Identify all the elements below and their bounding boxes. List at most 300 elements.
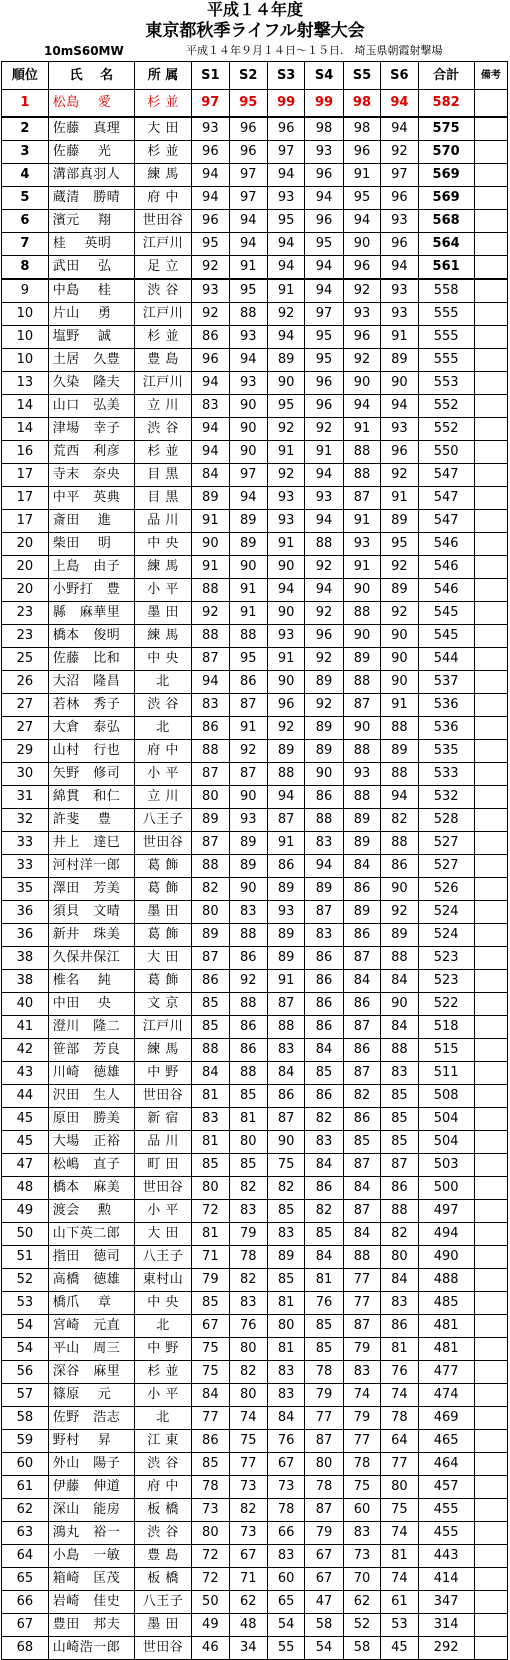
cell-s4: 94 — [305, 279, 343, 303]
col-header-total: 合計 — [418, 62, 474, 90]
cell-s1: 84 — [192, 464, 229, 487]
cell-s5: 94 — [343, 395, 380, 418]
cell-notes — [474, 279, 507, 303]
cell-s5: 84 — [343, 1177, 380, 1200]
cell-rank: 26 — [2, 671, 49, 694]
cell-notes — [474, 1614, 507, 1637]
cell-s1: 50 — [192, 1591, 229, 1614]
cell-s5: 77 — [343, 1292, 380, 1315]
cell-s5: 85 — [343, 1131, 380, 1154]
cell-s4: 95 — [305, 233, 343, 256]
cell-name: 新井 珠美 — [48, 924, 134, 947]
cell-notes — [474, 579, 507, 602]
col-header-s3: S3 — [267, 62, 304, 90]
cell-s2: 89 — [229, 832, 267, 855]
cell-s4: 87 — [305, 1430, 343, 1453]
cell-s6: 86 — [381, 1177, 418, 1200]
cell-s3: 93 — [267, 487, 304, 510]
cell-s2: 90 — [229, 556, 267, 579]
event-title: 東京都秋季ライフル射撃大会 — [145, 21, 365, 41]
cell-notes — [474, 878, 507, 901]
cell-affiliation: 渋 谷 — [134, 418, 191, 441]
cell-s3: 83 — [267, 1545, 304, 1568]
cell-s5: 84 — [343, 855, 380, 878]
cell-s3: 88 — [267, 1016, 304, 1039]
cell-total: 414 — [418, 1568, 474, 1591]
cell-name: 須貝 文晴 — [48, 901, 134, 924]
cell-total: 564 — [418, 233, 474, 256]
table-row — [2, 1085, 508, 1108]
cell-affiliation: 中 央 — [134, 533, 191, 556]
cell-s3: 89 — [267, 349, 304, 372]
cell-s6: 77 — [381, 1453, 418, 1476]
cell-rank: 30 — [2, 763, 49, 786]
cell-notes — [474, 625, 507, 648]
cell-notes — [474, 1154, 507, 1177]
cell-rank: 54 — [2, 1338, 49, 1361]
cell-notes — [474, 1315, 507, 1338]
cell-total: 570 — [418, 141, 474, 164]
cell-rank: 4 — [2, 164, 49, 187]
cell-s3: 94 — [267, 256, 304, 280]
cell-name: 松嶋 直子 — [48, 1154, 134, 1177]
cell-rank: 16 — [2, 441, 49, 464]
cell-s6: 94 — [381, 786, 418, 809]
table-row — [2, 233, 508, 256]
cell-s4: 87 — [305, 1499, 343, 1522]
table-row — [2, 579, 508, 602]
cell-s4: 89 — [305, 878, 343, 901]
cell-s5: 79 — [343, 1338, 380, 1361]
cell-notes — [474, 1545, 507, 1568]
table-row — [2, 763, 508, 786]
cell-s6: 90 — [381, 671, 418, 694]
cell-total: 568 — [418, 210, 474, 233]
cell-s3: 91 — [267, 441, 304, 464]
cell-total: 575 — [418, 117, 474, 141]
cell-rank: 48 — [2, 1177, 49, 1200]
cell-s6: 88 — [381, 763, 418, 786]
cell-rank: 23 — [2, 625, 49, 648]
cell-s1: 94 — [192, 164, 229, 187]
table-row — [2, 1476, 508, 1499]
cell-name: 山口 弘美 — [48, 395, 134, 418]
cell-s4: 54 — [305, 1637, 343, 1660]
cell-total: 524 — [418, 924, 474, 947]
cell-s2: 34 — [229, 1637, 267, 1660]
cell-affiliation: 江戸川 — [134, 233, 191, 256]
cell-s3: 92 — [267, 418, 304, 441]
cell-s1: 88 — [192, 1039, 229, 1062]
cell-affiliation: 小 平 — [134, 1200, 191, 1223]
cell-s6: 83 — [381, 1292, 418, 1315]
cell-name: 渡会 勲 — [48, 1200, 134, 1223]
cell-s3: 88 — [267, 763, 304, 786]
cell-s2: 95 — [229, 648, 267, 671]
cell-s2: 89 — [229, 510, 267, 533]
cell-s3: 90 — [267, 602, 304, 625]
cell-s4: 83 — [305, 832, 343, 855]
table-row — [2, 671, 508, 694]
cell-s5: 93 — [343, 763, 380, 786]
cell-rank: 14 — [2, 395, 49, 418]
cell-total: 527 — [418, 855, 474, 878]
cell-s4: 96 — [305, 372, 343, 395]
cell-affiliation: 小 平 — [134, 579, 191, 602]
cell-s3: 96 — [267, 694, 304, 717]
cell-notes — [474, 1292, 507, 1315]
cell-s4: 83 — [305, 1131, 343, 1154]
cell-total: 455 — [418, 1522, 474, 1545]
cell-s5: 92 — [343, 349, 380, 372]
cell-s1: 88 — [192, 740, 229, 763]
table-row — [2, 1522, 508, 1545]
cell-affiliation: 新 宿 — [134, 1108, 191, 1131]
cell-s6: 88 — [381, 832, 418, 855]
cell-s2: 80 — [229, 1384, 267, 1407]
cell-rank: 27 — [2, 717, 49, 740]
cell-s5: 96 — [343, 141, 380, 164]
cell-total: 546 — [418, 556, 474, 579]
cell-affiliation: 大 田 — [134, 117, 191, 141]
cell-total: 497 — [418, 1200, 474, 1223]
cell-s2: 91 — [229, 602, 267, 625]
table-row — [2, 210, 508, 233]
table-row — [2, 349, 508, 372]
cell-s5: 87 — [343, 1315, 380, 1338]
cell-s4: 85 — [305, 1223, 343, 1246]
cell-s5: 88 — [343, 1246, 380, 1269]
cell-s4: 78 — [305, 1361, 343, 1384]
cell-s1: 85 — [192, 1292, 229, 1315]
cell-s1: 91 — [192, 556, 229, 579]
cell-s2: 73 — [229, 1522, 267, 1545]
table-row — [2, 1108, 508, 1131]
table-row — [2, 1177, 508, 1200]
cell-s3: 75 — [267, 1154, 304, 1177]
cell-s5: 91 — [343, 418, 380, 441]
cell-s6: 89 — [381, 740, 418, 763]
cell-rank: 43 — [2, 1062, 49, 1085]
cell-s5: 58 — [343, 1637, 380, 1660]
cell-s2: 96 — [229, 117, 267, 141]
cell-s1: 92 — [192, 256, 229, 280]
cell-s6: 91 — [381, 487, 418, 510]
cell-s3: 91 — [267, 533, 304, 556]
cell-s1: 79 — [192, 1269, 229, 1292]
cell-s5: 90 — [343, 372, 380, 395]
cell-name: 伊藤 伸道 — [48, 1476, 134, 1499]
cell-s4: 86 — [305, 1085, 343, 1108]
cell-notes — [474, 187, 507, 210]
cell-rank: 66 — [2, 1591, 49, 1614]
cell-s3: 65 — [267, 1591, 304, 1614]
cell-name: 鴻丸 裕一 — [48, 1522, 134, 1545]
cell-total: 526 — [418, 878, 474, 901]
cell-affiliation: 世田谷 — [134, 1637, 191, 1660]
cell-s3: 76 — [267, 1430, 304, 1453]
cell-s4: 87 — [305, 901, 343, 924]
cell-rank: 35 — [2, 878, 49, 901]
cell-s1: 78 — [192, 1476, 229, 1499]
cell-affiliation: 世田谷 — [134, 1177, 191, 1200]
cell-s5: 90 — [343, 717, 380, 740]
cell-s6: 61 — [381, 1591, 418, 1614]
cell-s2: 67 — [229, 1545, 267, 1568]
cell-name: 松島 愛 — [48, 90, 134, 118]
cell-s6: 74 — [381, 1522, 418, 1545]
cell-s6: 88 — [381, 947, 418, 970]
cell-total: 443 — [418, 1545, 474, 1568]
cell-name: 津場 幸子 — [48, 418, 134, 441]
cell-total: 477 — [418, 1361, 474, 1384]
cell-total: 490 — [418, 1246, 474, 1269]
cell-affiliation: 府 中 — [134, 1476, 191, 1499]
cell-s1: 72 — [192, 1545, 229, 1568]
cell-name: 綿貫 和仁 — [48, 786, 134, 809]
cell-s3: 89 — [267, 1246, 304, 1269]
cell-s5: 73 — [343, 1545, 380, 1568]
cell-affiliation: 葛 飾 — [134, 924, 191, 947]
cell-s1: 93 — [192, 117, 229, 141]
cell-s5: 60 — [343, 1499, 380, 1522]
cell-total: 537 — [418, 671, 474, 694]
cell-affiliation: 立 川 — [134, 395, 191, 418]
cell-s2: 93 — [229, 326, 267, 349]
cell-rank: 53 — [2, 1292, 49, 1315]
col-header-s1: S1 — [192, 62, 229, 90]
cell-name: 佐藤 真理 — [48, 117, 134, 141]
cell-affiliation: 江戸川 — [134, 1016, 191, 1039]
cell-s5: 86 — [343, 993, 380, 1016]
cell-s1: 80 — [192, 1522, 229, 1545]
cell-rank: 47 — [2, 1154, 49, 1177]
cell-notes — [474, 233, 507, 256]
cell-s3: 95 — [267, 395, 304, 418]
cell-affiliation: 世田谷 — [134, 1085, 191, 1108]
cell-affiliation: 立 川 — [134, 786, 191, 809]
cell-s3: 90 — [267, 556, 304, 579]
cell-s5: 87 — [343, 694, 380, 717]
cell-s5: 90 — [343, 625, 380, 648]
cell-s1: 94 — [192, 441, 229, 464]
cell-s5: 91 — [343, 164, 380, 187]
cell-s3: 99 — [267, 90, 304, 118]
cell-name: 許斐 豊 — [48, 809, 134, 832]
cell-notes — [474, 326, 507, 349]
cell-affiliation: 府 中 — [134, 187, 191, 210]
cell-rank: 23 — [2, 602, 49, 625]
cell-s3: 93 — [267, 901, 304, 924]
cell-total: 569 — [418, 187, 474, 210]
cell-rank: 54 — [2, 1315, 49, 1338]
cell-name: 指田 徳司 — [48, 1246, 134, 1269]
cell-notes — [474, 1591, 507, 1614]
cell-s2: 82 — [229, 1361, 267, 1384]
cell-rank: 1 — [2, 90, 49, 118]
cell-s5: 98 — [343, 90, 380, 118]
cell-s2: 86 — [229, 1039, 267, 1062]
cell-s3: 94 — [267, 233, 304, 256]
cell-total: 511 — [418, 1062, 474, 1085]
cell-s4: 81 — [305, 1269, 343, 1292]
cell-rank: 17 — [2, 510, 49, 533]
cell-affiliation: 板 橋 — [134, 1568, 191, 1591]
cell-name: 濱元 翔 — [48, 210, 134, 233]
cell-s4: 93 — [305, 487, 343, 510]
cell-s4: 84 — [305, 1039, 343, 1062]
cell-affiliation: 北 — [134, 1315, 191, 1338]
cell-s4: 85 — [305, 1062, 343, 1085]
cell-affiliation: 練 馬 — [134, 164, 191, 187]
cell-s1: 85 — [192, 1154, 229, 1177]
cell-total: 528 — [418, 809, 474, 832]
cell-s5: 52 — [343, 1614, 380, 1637]
cell-s4: 85 — [305, 1338, 343, 1361]
cell-s6: 94 — [381, 256, 418, 280]
cell-s6: 84 — [381, 1269, 418, 1292]
cell-total: 527 — [418, 832, 474, 855]
results-table — [1, 61, 508, 1660]
cell-affiliation: 北 — [134, 671, 191, 694]
cell-s5: 95 — [343, 187, 380, 210]
cell-affiliation: 渋 谷 — [134, 279, 191, 303]
cell-notes — [474, 1269, 507, 1292]
table-row — [2, 1499, 508, 1522]
cell-s5: 88 — [343, 786, 380, 809]
cell-s6: 89 — [381, 924, 418, 947]
cell-affiliation: 墨 田 — [134, 602, 191, 625]
cell-s1: 72 — [192, 1568, 229, 1591]
cell-total: 546 — [418, 579, 474, 602]
cell-notes — [474, 303, 507, 326]
cell-notes — [474, 1039, 507, 1062]
cell-rank: 52 — [2, 1269, 49, 1292]
cell-name: 中島 桂 — [48, 279, 134, 303]
cell-s2: 71 — [229, 1568, 267, 1591]
table-row — [2, 1384, 508, 1407]
cell-name: 箱崎 匡茂 — [48, 1568, 134, 1591]
cell-s6: 89 — [381, 349, 418, 372]
cell-s2: 93 — [229, 372, 267, 395]
cell-name: 山崎浩一郎 — [48, 1637, 134, 1660]
cell-s2: 92 — [229, 970, 267, 993]
cell-s5: 83 — [343, 1361, 380, 1384]
cell-s4: 91 — [305, 441, 343, 464]
cell-notes — [474, 1384, 507, 1407]
cell-s6: 90 — [381, 878, 418, 901]
cell-s1: 83 — [192, 694, 229, 717]
cell-s5: 96 — [343, 326, 380, 349]
cell-s1: 96 — [192, 141, 229, 164]
cell-s2: 74 — [229, 1407, 267, 1430]
cell-s2: 91 — [229, 256, 267, 280]
cell-total: 544 — [418, 648, 474, 671]
cell-s6: 90 — [381, 372, 418, 395]
cell-total: 552 — [418, 395, 474, 418]
cell-s5: 92 — [343, 279, 380, 303]
cell-s6: 92 — [381, 602, 418, 625]
cell-total: 555 — [418, 303, 474, 326]
table-row — [2, 141, 508, 164]
cell-notes — [474, 349, 507, 372]
cell-s6: 86 — [381, 855, 418, 878]
cell-s6: 96 — [381, 187, 418, 210]
cell-rank: 2 — [2, 117, 49, 141]
cell-total: 547 — [418, 510, 474, 533]
table-row — [2, 1568, 508, 1591]
cell-notes — [474, 1108, 507, 1131]
cell-s5: 77 — [343, 1269, 380, 1292]
cell-s6: 93 — [381, 210, 418, 233]
cell-name: 片山 勇 — [48, 303, 134, 326]
cell-s1: 85 — [192, 993, 229, 1016]
cell-s5: 88 — [343, 740, 380, 763]
table-row — [2, 1131, 508, 1154]
table-row — [2, 441, 508, 464]
cell-s4: 97 — [305, 303, 343, 326]
subheader — [0, 42, 510, 60]
cell-s6: 96 — [381, 233, 418, 256]
cell-s5: 87 — [343, 1062, 380, 1085]
cell-total: 561 — [418, 256, 474, 280]
cell-s3: 90 — [267, 372, 304, 395]
cell-s6: 80 — [381, 1476, 418, 1499]
cell-s2: 86 — [229, 947, 267, 970]
results-body — [2, 90, 508, 1660]
cell-s2: 85 — [229, 1154, 267, 1177]
table-row — [2, 117, 508, 141]
cell-s6: 78 — [381, 1407, 418, 1430]
cell-name: 山村 行也 — [48, 740, 134, 763]
table-row — [2, 1637, 508, 1660]
cell-s4: 67 — [305, 1568, 343, 1591]
table-row — [2, 164, 508, 187]
cell-rank: 8 — [2, 256, 49, 280]
col-header-s4: S4 — [305, 62, 343, 90]
cell-rank: 58 — [2, 1407, 49, 1430]
cell-rank: 45 — [2, 1108, 49, 1131]
cell-affiliation: 中 野 — [134, 1338, 191, 1361]
cell-total: 485 — [418, 1292, 474, 1315]
cell-s5: 86 — [343, 1039, 380, 1062]
cell-s5: 87 — [343, 947, 380, 970]
cell-rank: 67 — [2, 1614, 49, 1637]
cell-s6: 96 — [381, 441, 418, 464]
table-row — [2, 279, 508, 303]
cell-s4: 86 — [305, 786, 343, 809]
cell-s1: 83 — [192, 1108, 229, 1131]
cell-s4: 47 — [305, 1591, 343, 1614]
cell-name: 野村 昇 — [48, 1430, 134, 1453]
table-row — [2, 1200, 508, 1223]
cell-rank: 42 — [2, 1039, 49, 1062]
cell-rank: 20 — [2, 533, 49, 556]
cell-s1: 89 — [192, 809, 229, 832]
cell-s3: 87 — [267, 993, 304, 1016]
cell-s3: 82 — [267, 1177, 304, 1200]
cell-rank: 44 — [2, 1085, 49, 1108]
cell-s3: 90 — [267, 1131, 304, 1154]
cell-s6: 92 — [381, 464, 418, 487]
cell-total: 522 — [418, 993, 474, 1016]
cell-notes — [474, 740, 507, 763]
cell-s3: 93 — [267, 625, 304, 648]
cell-s6: 90 — [381, 648, 418, 671]
cell-s5: 88 — [343, 602, 380, 625]
cell-affiliation: 杉 並 — [134, 326, 191, 349]
cell-s5: 89 — [343, 809, 380, 832]
